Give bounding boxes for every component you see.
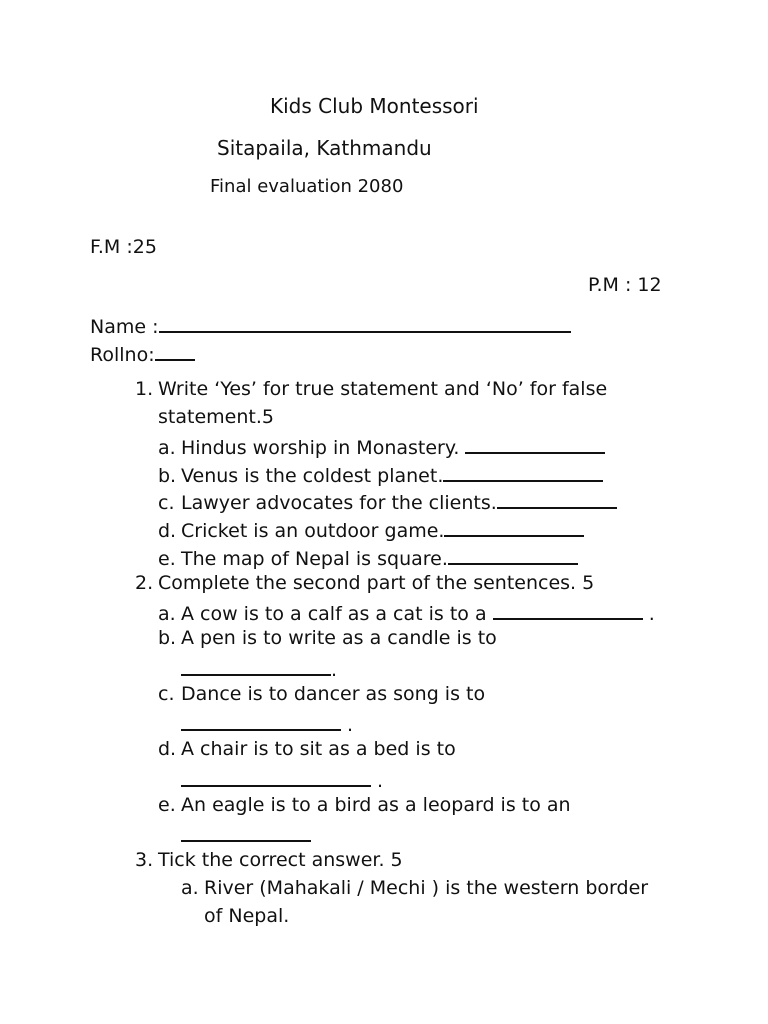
q2-prompt: Complete the second part of the sentences. 5: [158, 572, 595, 594]
q2-item-text: An eagle is to a bird as a leopard is to an: [181, 794, 571, 816]
q3-item-marker: a.: [181, 877, 199, 899]
answer-blank[interactable]: [181, 656, 331, 676]
q1-item-text: Venus is the coldest planet.: [181, 465, 444, 487]
exam-title: Final evaluation 2080: [210, 176, 404, 197]
q1-item: [158, 462, 603, 487]
answer-blank[interactable]: [181, 767, 371, 787]
school-name: Kids Club Montessori: [270, 94, 479, 118]
q2-item-marker: a.: [158, 603, 176, 625]
q2-item-marker: d.: [158, 738, 177, 760]
full-marks: F.M :25: [90, 236, 157, 258]
q1-item-marker: b.: [158, 465, 177, 487]
q1-item-marker: e.: [158, 548, 176, 570]
q3-prompt: Tick the correct answer. 5: [158, 849, 403, 871]
answer-blank[interactable]: [448, 545, 578, 565]
q2-item: [158, 683, 485, 705]
q1-item: [158, 517, 584, 542]
q2-item: [158, 600, 655, 625]
q2-item-tail: .: [642, 603, 655, 625]
q1-number: 1.: [135, 378, 154, 400]
q2-item-text: A cow is to a calf as a cat is to a: [181, 603, 493, 625]
q3-item-text: River (Mahakali / Mechi ) is the western border: [204, 877, 649, 899]
name-label: Name :: [90, 316, 159, 338]
q2-number: 2.: [135, 572, 154, 594]
q2-item-blank-line: [181, 711, 353, 736]
q2-item-marker: b.: [158, 627, 177, 649]
q1-prompt-line2: statement.5: [158, 406, 274, 428]
roll-blank[interactable]: [155, 341, 195, 361]
answer-blank[interactable]: [497, 489, 617, 509]
q1-item-text: Cricket is an outdoor game.: [181, 520, 445, 542]
q2-item-text: A pen is to write as a candle is to: [181, 627, 497, 649]
q1-item-marker: c.: [158, 492, 175, 514]
answer-blank[interactable]: [181, 711, 341, 731]
school-location: Sitapaila, Kathmandu: [217, 136, 432, 160]
q2-item-marker: c.: [158, 683, 175, 705]
q2-item-tail: .: [341, 714, 354, 736]
q3-item-line2: of Nepal.: [204, 905, 290, 927]
q1-item-text: Lawyer advocates for the clients.: [181, 492, 497, 514]
q2-item-blank-line: [181, 822, 311, 847]
q2-item: [158, 738, 456, 760]
q3-item: [181, 877, 648, 899]
q3-number: 3.: [135, 849, 154, 871]
q2-item-marker: e.: [158, 794, 176, 816]
q1-item-marker: d.: [158, 520, 177, 542]
q1-prompt-line1: Write ‘Yes’ for true statement and ‘No’ for false: [158, 378, 608, 400]
answer-blank[interactable]: [444, 517, 584, 537]
q1-item-text: Hindus worship in Monastery.: [181, 437, 466, 459]
q2-item-blank-line: [181, 656, 337, 681]
roll-label: Rollno:: [90, 344, 155, 366]
q1-item: [158, 545, 578, 570]
name-blank[interactable]: [159, 313, 571, 333]
q2-item-tail: .: [331, 659, 338, 681]
q1-item-text: The map of Nepal is square.: [181, 548, 448, 570]
q2-item-text: Dance is to dancer as song is to: [181, 683, 486, 705]
answer-blank[interactable]: [465, 434, 605, 454]
q2-item-blank-line: [181, 767, 383, 792]
answer-blank[interactable]: [181, 822, 311, 842]
answer-blank[interactable]: [493, 600, 643, 620]
q2-item-tail: .: [371, 770, 384, 792]
name-field: [90, 313, 571, 338]
q1-item-marker: a.: [158, 437, 176, 459]
answer-blank[interactable]: [443, 462, 603, 482]
q1-item: [158, 434, 605, 459]
pass-marks: P.M : 12: [588, 274, 662, 296]
q2-item: [158, 627, 497, 649]
q2-item: [158, 794, 571, 816]
q2-item-text: A chair is to sit as a bed is to: [181, 738, 456, 760]
roll-field: [90, 341, 195, 366]
q1-item: [158, 489, 617, 514]
